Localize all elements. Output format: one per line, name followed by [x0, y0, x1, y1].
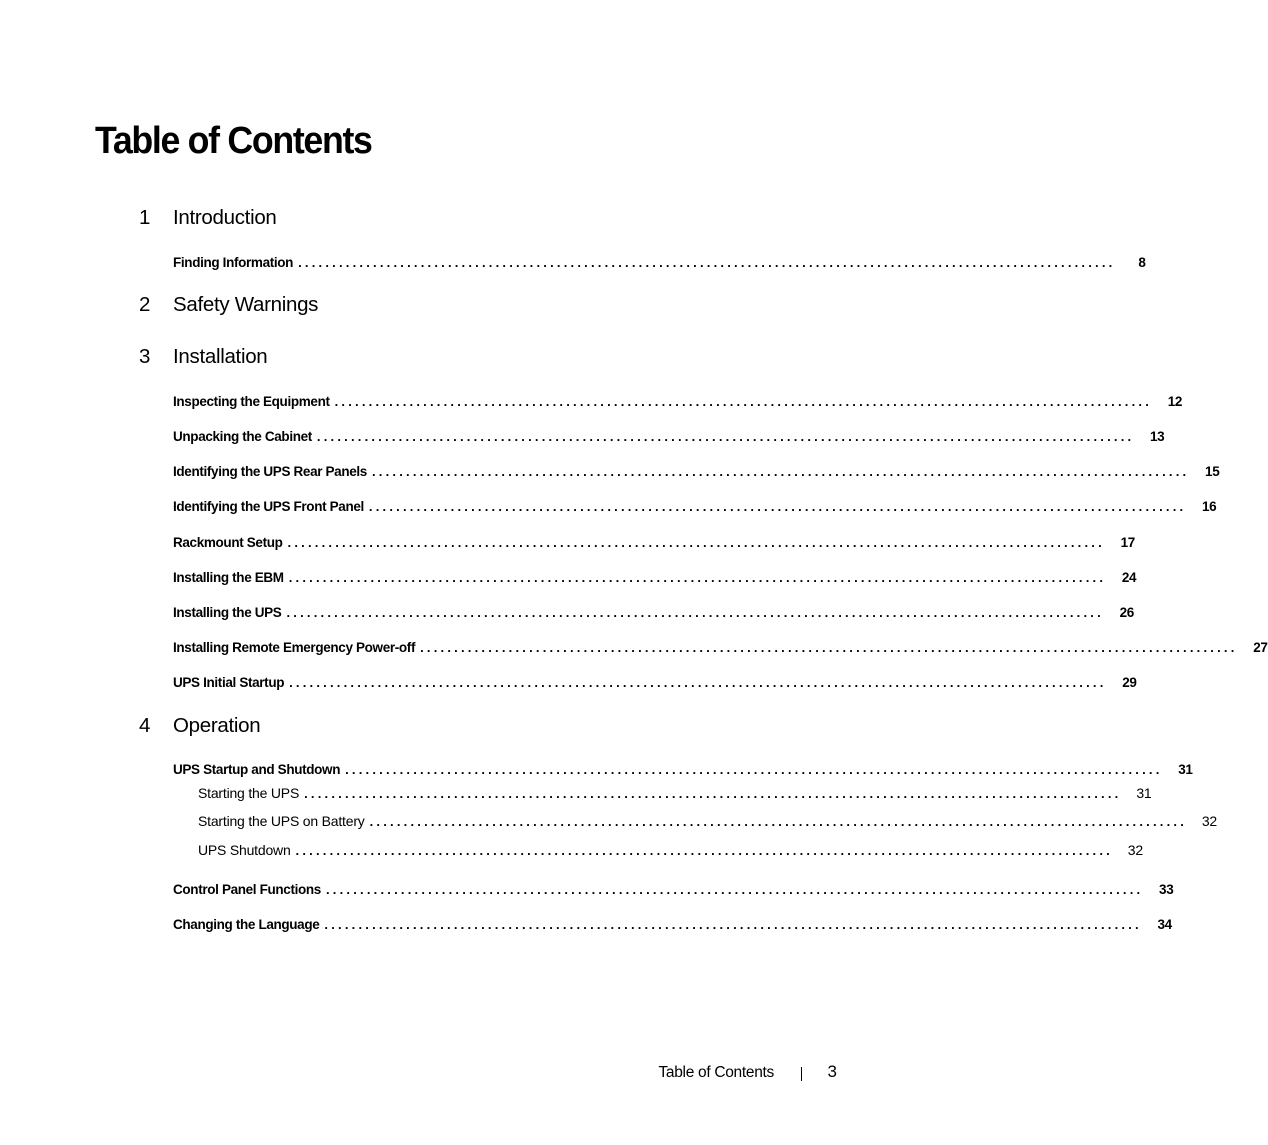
entry-label: Identifying the UPS Rear Panels	[173, 464, 367, 479]
toc-entry-unpacking-cabinet[interactable]	[173, 429, 1165, 449]
toc-entry-rackmount-setup[interactable]	[173, 535, 1135, 555]
entry-page: 33	[1159, 882, 1174, 897]
dot-leader: ........................................................................................................................	[288, 570, 1107, 585]
entry-label: Control Panel Functions	[173, 882, 321, 897]
dot-leader: ........................................................................................................................	[298, 255, 1116, 270]
footer-divider	[801, 1067, 802, 1081]
chapter-number: 3	[139, 345, 151, 368]
dot-leader: ........................................................................................................................	[369, 814, 1188, 829]
entry-label: Identifying the UPS Front Panel	[173, 499, 364, 514]
entry-label: Inspecting the Equipment	[173, 394, 330, 409]
entry-page: 27	[1253, 640, 1268, 655]
toc-entry-initial-startup[interactable]	[173, 675, 1137, 695]
footer-page-number: 3	[827, 1062, 837, 1081]
entry-label: Starting the UPS	[198, 785, 300, 801]
dot-leader: ........................................................................................................................	[324, 917, 1142, 932]
page-title: Table of Contents	[95, 120, 372, 162]
entry-label: Starting the UPS on Battery	[198, 813, 365, 829]
entry-label: UPS Startup and Shutdown	[173, 762, 341, 777]
entry-page: 8	[1138, 255, 1146, 270]
entry-page: 26	[1119, 605, 1134, 620]
dot-leader: ........................................................................................................................	[286, 605, 1104, 620]
chapter-title: Installation	[173, 345, 268, 368]
toc-entry-inspecting-equipment[interactable]	[173, 394, 1183, 414]
dot-leader: ........................................................................................................................	[371, 464, 1190, 479]
entry-page: 32	[1127, 842, 1143, 858]
dot-leader: ........................................................................................................................	[304, 786, 1122, 801]
toc-entry-startup-shutdown[interactable]	[173, 762, 1193, 782]
dot-leader: ........................................................................................................................	[316, 429, 1135, 444]
entry-page: 17	[1120, 535, 1135, 550]
dot-leader: ........................................................................................................................	[420, 640, 1238, 655]
entry-page: 15	[1205, 464, 1220, 479]
entry-page: 16	[1202, 499, 1217, 514]
chapter-title: Introduction	[173, 206, 277, 229]
entry-label: Installing the EBM	[173, 570, 284, 585]
entry-label: Rackmount Setup	[173, 535, 283, 550]
chapter-number: 4	[139, 714, 151, 737]
toc-entry-rear-panels[interactable]	[173, 464, 1220, 484]
toc-entry-installing-ebm[interactable]	[173, 570, 1137, 590]
entry-page: 32	[1201, 813, 1218, 829]
entry-page: 34	[1157, 917, 1172, 932]
chapter-heading-safety-warnings[interactable]	[139, 293, 318, 321]
page-footer	[600, 1062, 840, 1086]
entry-label: UPS Shutdown	[198, 842, 291, 858]
entry-page: 13	[1150, 429, 1165, 444]
toc-entry-front-panel[interactable]	[173, 499, 1217, 519]
dot-leader: ........................................................................................................................	[345, 762, 1163, 777]
entry-page: 31	[1136, 785, 1152, 801]
toc-entry-finding-information[interactable]	[173, 255, 1146, 275]
entry-page: 12	[1167, 394, 1183, 409]
toc-subentry-starting-ups[interactable]	[198, 785, 1152, 805]
dot-leader: ........................................................................................................................	[295, 843, 1113, 858]
toc-subentry-ups-shutdown[interactable]	[198, 842, 1143, 862]
toc-entry-changing-language[interactable]	[173, 917, 1172, 937]
dot-leader: ........................................................................................................................	[334, 394, 1153, 409]
toc-entry-installing-ups[interactable]	[173, 605, 1134, 625]
entry-label: Finding Information	[173, 255, 294, 270]
dot-leader: ........................................................................................................................	[325, 882, 1144, 897]
chapter-title: Safety Warnings	[173, 293, 319, 316]
dot-leader: ........................................................................................................................	[287, 535, 1105, 550]
toc-entry-remote-epo[interactable]	[173, 640, 1268, 660]
toc-subentry-starting-on-battery[interactable]	[198, 813, 1218, 833]
entry-page: 29	[1122, 675, 1137, 690]
entry-page: 24	[1121, 570, 1137, 585]
chapter-heading-installation[interactable]	[139, 345, 267, 373]
chapter-number: 1	[139, 206, 151, 229]
dot-leader: ........................................................................................................................	[289, 675, 1107, 690]
chapter-title: Operation	[173, 714, 261, 737]
entry-label: UPS Initial Startup	[173, 675, 285, 690]
entry-label: Installing the UPS	[173, 605, 282, 620]
entry-label: Unpacking the Cabinet	[173, 429, 312, 444]
entry-label: Installing Remote Emergency Power-off	[173, 640, 416, 655]
entry-label: Changing the Language	[173, 917, 320, 932]
entry-page: 31	[1178, 762, 1193, 777]
chapter-heading-operation[interactable]	[139, 714, 260, 742]
chapter-heading-introduction[interactable]	[139, 206, 277, 234]
footer-section-title: Table of Contents	[658, 1064, 774, 1081]
chapter-number: 2	[139, 293, 151, 316]
toc-entry-control-panel[interactable]	[173, 882, 1174, 902]
dot-leader: ........................................................................................................................	[368, 499, 1187, 514]
